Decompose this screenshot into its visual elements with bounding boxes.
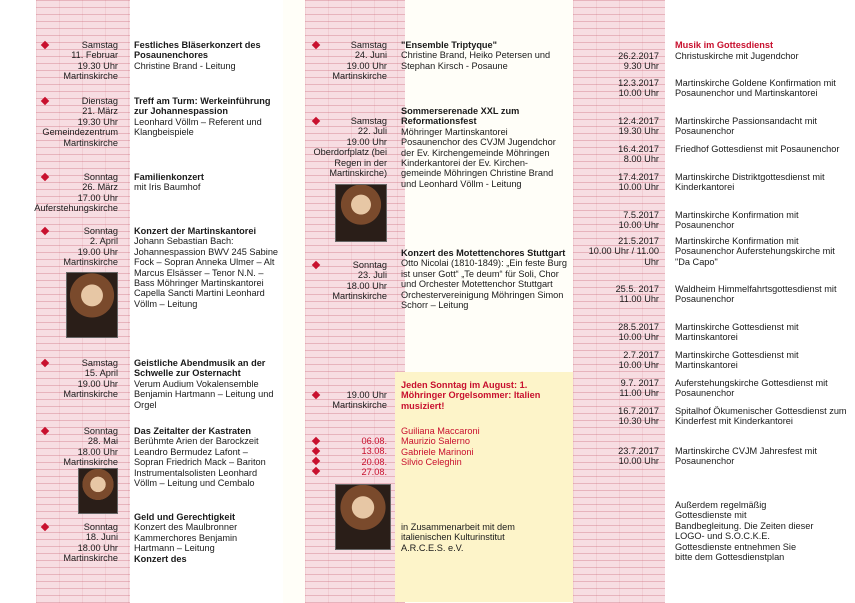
event-info [134,172,279,193]
column-3 [573,0,855,603]
event-body: Berühmte Arien der Barockzeit Leandro Bermudez Lafont – Sopran Friedrich Mack – Bariton Instrumentalsolisten Leonhard Völlm – Leitung und Cembalo [134,436,266,489]
event-time: 19.30 Uhr [77,60,118,71]
organist-name: Gabriele Marinoni [401,446,474,457]
portrait-image [78,468,118,514]
schedule-date: 23.7.2017 [618,446,659,456]
event-place: Oberdorfplatz (bei Regen in der Martinskirche) [313,147,387,179]
event-date: 22. Juli [357,126,387,137]
event-place: Martinskirche [63,257,118,268]
organ-date: 13.08. [361,446,387,457]
schedule-date: 25.5. 2017 [615,284,659,294]
event-title: Familienkonzert [134,172,204,182]
event-place: Auferstehungskirche [34,203,118,214]
schedule-text: Auferstehungskirche Gottesdienst mit Posaunenchor [675,378,828,399]
event-title: Geistliche Abendmusik an der Schwelle zur Osternacht [134,358,266,379]
schedule-text: Martinskirche Distriktgottesdienst mit Kinderkantorei [675,172,825,193]
event-meta [8,172,118,214]
event-body: Konzert des Maulbronner Kammerchores Benjamin Hartmann – Leitung [134,522,238,554]
organist-name: Maurizio Salerno [401,436,470,447]
event-day: Sonntag [83,172,118,182]
event-meta [20,522,118,564]
schedule-date: 2.7.2017 [623,350,659,360]
event-body: Johann Sebastian Bach: Johannespassion BWV 245 Sabine Fock – Sopran Anneka Ulmer – Alt Marcus Elsässer – Tenor N.N. – Bass Möhringer Martinskantorei Capella Sancti Martini Leonhard Völlm – Leitung [134,236,279,309]
event-body: Verum Audium Vokalensemble Benjamin Hartmann – Leitung und Orgel [134,378,274,410]
organ-summer-names [401,426,561,468]
schedule-time: 10.00 Uhr [618,456,659,467]
event-body: Möhringer Martinskantorei Posaunenchor des CVJM Jugendchor der Ev. Kirchengemeinde Möhringen Kinderkantorei der Ev. Kirchen-gemeinde Möhringen Christine Brand und Leonhard Völlm - Leitung [401,126,556,189]
event-date: 28. Mai [87,436,118,447]
event-place: Martinskirche [63,389,118,400]
schedule-date: 16.4.2017 [618,144,659,154]
schedule-time: 11.00 Uhr [619,294,659,305]
event-place: Gemeindezentrum Martinskirche [42,127,118,148]
event-place: Martinskirche [63,71,118,82]
schedule-time: 11.00 Uhr [619,388,659,399]
schedule-time: 10.00 Uhr [618,220,659,231]
event-time: 19.00 Uhr [77,246,118,257]
event-date: 23. Juli [357,270,387,281]
footer-note: Außerdem regelmäßig Gottesdienste mit Bandbegleitung. Die Zeiten dieser LOGO- und S.O.C.K.E. Gottesdienste entnehmen Sie bitte dem Gottesdienstplan [675,500,814,563]
event-title: Festliches Bläserkonzert des Posaunenchores [134,40,261,61]
event-title: "Ensemble Triptyque" [401,40,498,50]
event-body: Christine Brand - Leitung [134,60,236,71]
schedule-text: Martinskirche Goldene Konfirmation mit Posaunenchor und Martinskantorei [675,78,836,99]
event-date: 2. April [89,236,118,247]
event-info [134,96,279,138]
event-time: 18.00 Uhr [77,446,118,457]
event-meta [20,40,118,82]
event-title: Treff am Turm: Werkeinführung zur Johannespassion [134,96,271,117]
event-day: Sonntag [352,260,387,270]
event-date: 11. Februar [71,50,118,61]
event-time: 19.00 Uhr [346,390,387,400]
portrait-image [335,484,391,550]
event-info [401,40,567,71]
event-time: 17.00 Uhr [77,192,118,203]
schedule-date: 17.4.2017 [618,172,659,182]
schedule-date: 12.3.2017 [618,78,659,88]
event-meta [20,226,118,268]
schedule-time: 10.00 Uhr / 11.00 Uhr [588,246,659,267]
event-date: 15. April [84,368,118,379]
schedule-text: Martinskirche Konfirmation mit Posaunenchor Auferstehungskirche mit "Da Capo" [675,236,835,267]
event-place: Martinskirche [63,553,118,564]
event-time: 18.00 Uhr [346,280,387,291]
schedule-text: Martinskirche Passionsandacht mit Posaunenchor [675,116,817,137]
event-time: 19.00 Uhr [77,378,118,389]
event-info [401,248,567,310]
schedule-text: Martinskirche Gottesdienst mit Martinskantorei [675,350,799,371]
schedule-date: 16.7.2017 [618,406,659,416]
schedule-text: Friedhof Gottesdienst mit Posaunenchor [675,144,840,154]
organ-date: 27.08. [361,467,387,478]
organ-date: 20.08. [361,456,387,467]
event-info [134,226,279,309]
event-body: Christine Brand, Heiko Petersen und Stephan Kirsch - Posaune [401,50,551,71]
event-meta [303,116,387,178]
organist-name: Guiliana Maccaroni [401,426,480,436]
event-info [134,40,279,71]
event-place: Martinskirche [63,457,118,468]
event-meta [2,96,118,148]
schedule-date: 21.5.2017 [618,236,659,246]
schedule-text: Waldheim Himmelfahrtsgottesdienst mit Posaunenchor [675,284,837,305]
event-date: 18. Juni [85,532,118,543]
schedule-time: 10.30 Uhr [618,416,659,427]
organ-date: 06.08. [361,436,387,446]
event-time: 19.00 Uhr [346,136,387,147]
event-day: Sonntag [83,226,118,236]
event-meta [20,358,118,400]
event-day: Samstag [81,40,118,50]
event-title: Das Zeitalter der Kastraten [134,426,251,436]
schedule-time: 19.30 Uhr [618,126,659,137]
schedule-time: 10.00 Uhr [618,332,659,343]
event-title: Konzert des Motettenchores Stuttgart [401,248,566,258]
schedule-text: Martinskirche CVJM Jahresfest mit Posaunenchor [675,446,817,467]
event-body: mit Iris Baumhof [134,182,201,193]
event-info [401,106,567,189]
schedule-date: 7.5.2017 [623,210,659,220]
schedule-time: 10.00 Uhr [618,360,659,371]
event-title: Sommerserenade XXL zum Reformationsfest [401,106,520,127]
event-info [134,426,279,488]
schedule-date: 9.7. 2017 [620,378,659,388]
event-meta [293,260,387,302]
schedule-time: 10.00 Uhr [618,88,659,99]
portrait-image [335,184,387,242]
event-place: Martinskirche [332,71,387,82]
event-time: 19.00 Uhr [346,60,387,71]
organ-summer-title: Jeden Sonntag im August: 1. Möhringer Orgelsommer: Italien musiziert! [401,380,541,411]
schedule-date: 28.5.2017 [618,322,659,332]
schedule-time: 9.30 Uhr [623,61,659,72]
event-day: Dienstag [81,96,118,106]
schedule-text: Spitalhof Ökumenischer Gottesdienst zum Kinderfest mit Kinderkantorei [675,406,847,427]
event-date: 26. März [82,182,118,193]
section-heading: Musik im Gottesdienst [675,40,774,50]
event-title: Konzert der Martinskantorei [134,226,257,236]
event-title-continued: Konzert des [134,553,187,564]
schedule-text: Martinskirche Gottesdienst mit Martinskantorei [675,322,799,343]
event-meta [20,426,118,468]
schedule-text: Christuskirche mit Jugendchor [675,51,799,61]
event-day: Samstag [350,116,387,126]
schedule-date: 12.4.2017 [618,116,659,126]
event-date: 21. März [82,106,118,117]
column-1 [0,0,283,603]
event-title: Geld und Gerechtigkeit [134,512,236,522]
event-info [134,512,279,564]
event-place: Martinskirche [332,400,387,411]
organist-name: Silvio Celeghin [401,457,462,468]
event-day: Samstag [81,358,118,368]
organ-summer-note: in Zusammenarbeit mit dem italienischen Kulturinstitut A.R.C.E.S. e.V. [401,522,515,553]
event-day: Samstag [350,40,387,50]
schedule-date: 26.2.2017 [618,51,659,61]
schedule-time: 10.00 Uhr [618,182,659,193]
event-date: 24. Juni [354,50,387,61]
event-place: Martinskirche [332,291,387,302]
event-meta [293,40,387,82]
schedule-time: 8.00 Uhr [623,154,659,165]
event-info [134,358,279,410]
event-meta [293,390,387,411]
event-body: Leonhard Völlm – Referent und Klangbeispiele [134,116,262,138]
column-2 [283,0,573,603]
event-time: 18.00 Uhr [77,542,118,553]
portrait-image [66,272,118,338]
event-body: Otto Nicolai (1810-1849): „Ein feste Burg ist unser Gott“ „Te deum“ für Soli, Chor und Orchester Motettenchor Stuttgart Orchestervereinigung Möhringen Simon Schorr – Leitung [401,258,567,311]
schedule-text: Martinskirche Konfirmation mit Posaunenchor [675,210,799,231]
event-day: Sonntag [83,426,118,436]
organ-summer-dates [327,436,387,478]
event-day: Sonntag [83,522,118,532]
event-time: 19.30 Uhr [77,116,118,127]
